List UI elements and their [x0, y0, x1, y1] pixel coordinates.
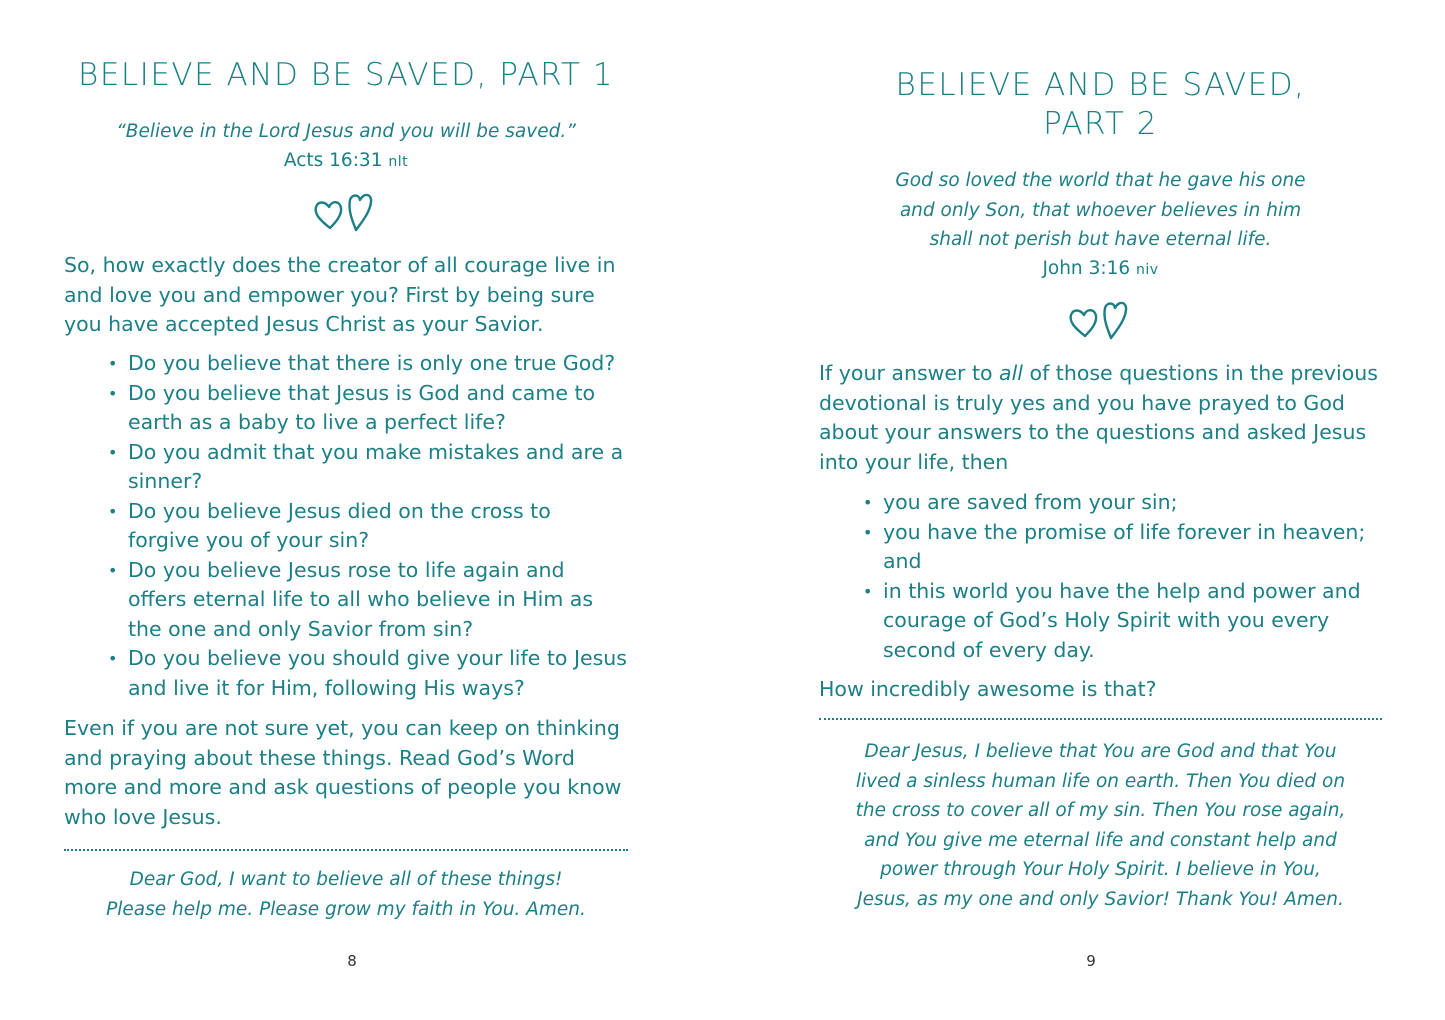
scripture-verse-right: God so loved the world that he gave his one and only Son, that whoever believes in him shall not perish but have eternal life.	[895, 170, 1306, 250]
page-title-right: BELIEVE AND BE SAVED, PART 2	[895, 67, 1306, 142]
question-list	[128, 349, 628, 703]
intro-emphasis: all	[999, 361, 1024, 385]
intro-paragraph-right	[819, 359, 1382, 477]
reference-version: niv	[1136, 262, 1159, 278]
left-page	[64, 0, 628, 1020]
closing-paragraph-left: Even if you are not sure yet, you can keep on thinking and praying about these things. Read God’s Word more and more and ask questions of people you know who love Jesus.	[64, 716, 622, 829]
intro-text: If your answer to	[819, 361, 1000, 385]
list-item: • you have the promise of life forever in heaven; and	[883, 518, 1373, 577]
assurance-list	[883, 488, 1373, 665]
page-title-left: BELIEVE AND BE SAVED, PART 1	[78, 57, 614, 93]
list-item: • Do you believe Jesus rose to life again and offers eternal life to all who believe in Him as the one and only Savior from sin?	[128, 556, 628, 645]
scripture-reference-left	[64, 146, 628, 178]
prayer-right: Dear Jesus, I believe that You are God and that You lived a sinless human life on earth. Then You died on the cross to cover all of my sin. Then You rose again, and You give me eternal life and constant help and power through Your Holy Spirit. I believe in You, Jesus, as my one and only Savior! Thank You! Amen.	[855, 741, 1346, 910]
list-item: • Do you believe Jesus died on the cross to forgive you of your sin?	[128, 497, 628, 556]
intro-paragraph-left: So, how exactly does the creator of all courage live in and love you and empower you? First by being sure you have accepted Jesus Christ as your Savior.	[64, 253, 616, 336]
reference-book: John	[1042, 258, 1083, 279]
scripture-reference-right	[819, 254, 1382, 286]
prayer-left: Dear God, I want to believe all of these things! Please help me. Please grow my faith in You. Amen.	[106, 869, 586, 920]
reference-chapter: 16:31	[329, 150, 383, 171]
list-item: • you are saved from your sin;	[883, 488, 1373, 518]
list-item: • Do you admit that you make mistakes and are a sinner?	[128, 438, 628, 497]
reference-chapter: 3:16	[1088, 258, 1131, 279]
list-item: • Do you believe that Jesus is God and came to earth as a baby to live a perfect life?	[128, 379, 628, 438]
double-heart-icon	[1067, 296, 1133, 344]
divider	[64, 849, 628, 851]
list-item: • Do you believe you should give your life to Jesus and live it for Him, following His ways?	[128, 644, 628, 703]
closing-paragraph-right: How incredibly awesome is that?	[819, 677, 1157, 701]
list-item: • in this world you have the help and power and courage of God’s Holy Spirit with you every second of every day.	[883, 577, 1373, 666]
page-number-left: 8	[347, 952, 357, 970]
intro-text: of those questions in the previous devotional is truly yes and you have prayed to God about your answers to the questions and asked Jesus into your life, then	[819, 361, 1378, 474]
page-number-right: 9	[1086, 952, 1096, 970]
scripture-verse-left: “Believe in the Lord Jesus and you will be saved.”	[116, 121, 576, 142]
reference-version: nlt	[388, 154, 409, 170]
right-page	[819, 0, 1382, 1020]
list-item: • Do you believe that there is only one true God?	[128, 349, 628, 379]
reference-book: Acts	[283, 150, 324, 171]
divider	[819, 718, 1382, 720]
double-heart-icon	[312, 188, 378, 236]
